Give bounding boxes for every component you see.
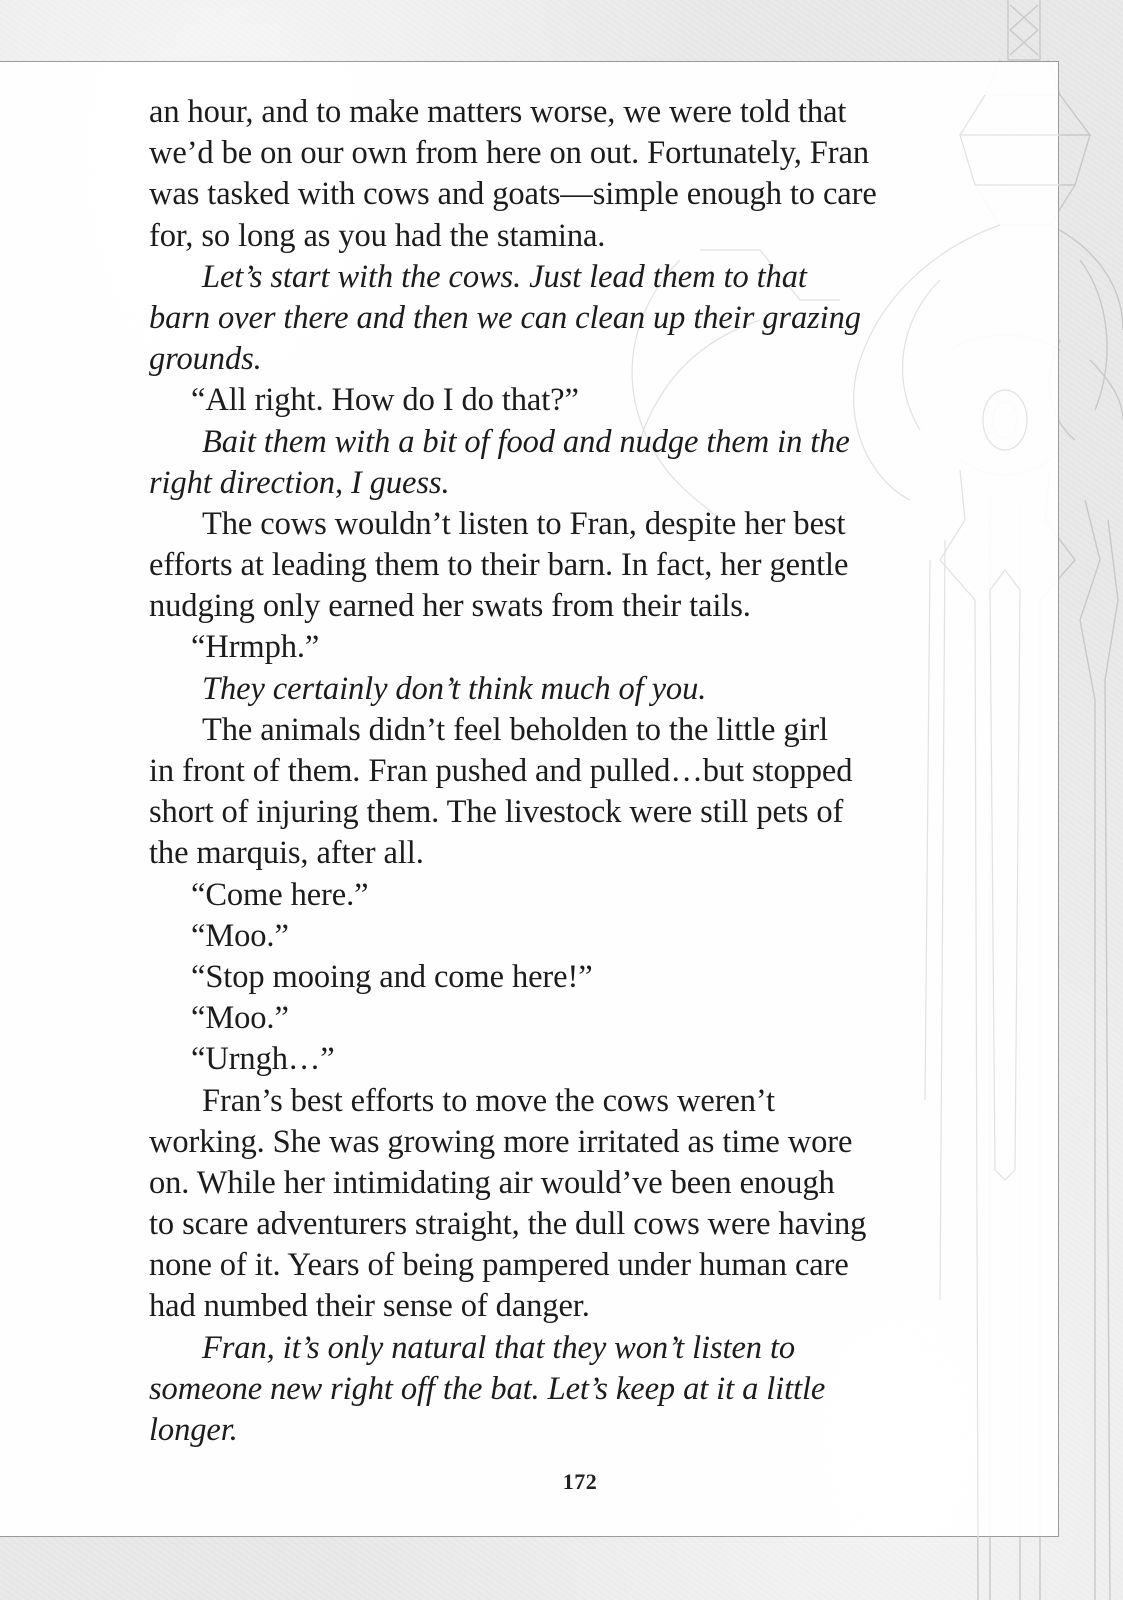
text-line: The animals didn’t feel beholden to the little girl xyxy=(202,711,829,748)
text-line: the marquis, after all. xyxy=(149,835,424,872)
text-line: short of injuring them. The livestock were still pets of xyxy=(149,794,844,831)
body-text xyxy=(149,92,1029,1451)
thought-line: Let’s start with the cows. Just lead them to that xyxy=(202,258,807,295)
dialogue-line: “Stop mooing and come here!” xyxy=(191,958,593,995)
dialogue-line: “Moo.” xyxy=(191,917,289,954)
text-line: in front of them. Fran pushed and pulled…but stopped xyxy=(149,753,853,789)
thought-line: Bait them with a bit of food and nudge them in the xyxy=(202,423,850,460)
text-line: none of it. Years of being pampered under human care xyxy=(149,1247,849,1284)
text-line: Fran’s best efforts to move the cows weren’t xyxy=(202,1082,775,1119)
text-line: nudging only earned her swats from their tails. xyxy=(149,588,751,625)
dialogue-line: “Moo.” xyxy=(191,1000,289,1037)
thought-line: right direction, I guess. xyxy=(149,464,450,501)
text-line: an hour, and to make matters worse, we were told that xyxy=(149,94,847,130)
text-line: we’d be on our own from here on out. Fortunately, Fran xyxy=(149,135,869,172)
text-line: for, so long as you had the stamina. xyxy=(149,217,606,254)
thought-line: grounds. xyxy=(149,341,262,378)
dialogue-line: “All right. How do I do that?” xyxy=(191,382,579,419)
thought-line: Fran, it’s only natural that they won’t listen to xyxy=(202,1329,796,1366)
text-line: to scare adventurers straight, the dull cows were having xyxy=(149,1206,867,1243)
text-line: efforts at leading them to their barn. In fact, her gentle xyxy=(149,547,849,584)
text-line: The cows wouldn’t listen to Fran, despite her best xyxy=(202,505,846,542)
dialogue-line: “Come here.” xyxy=(191,876,369,913)
text-line: working. She was growing more irritated as time wore xyxy=(149,1123,853,1160)
dialogue-line: “Hrmph.” xyxy=(191,629,320,666)
text-line: on. While her intimidating air would’ve been enough xyxy=(149,1164,835,1201)
thought-line: longer. xyxy=(149,1412,238,1448)
text-line: was tasked with cows and goats—simple enough to care xyxy=(149,176,877,213)
thought-line: They certainly don’t think much of you. xyxy=(202,670,707,707)
text-line: had numbed their sense of danger. xyxy=(149,1288,590,1325)
thought-line: barn over there and then we can clean up their grazing xyxy=(149,299,861,336)
dialogue-line: “Urngh…” xyxy=(191,1041,335,1078)
page-number: 172 xyxy=(562,1469,598,1494)
thought-line: someone new right off the bat. Let’s keep at it a little xyxy=(149,1370,826,1407)
